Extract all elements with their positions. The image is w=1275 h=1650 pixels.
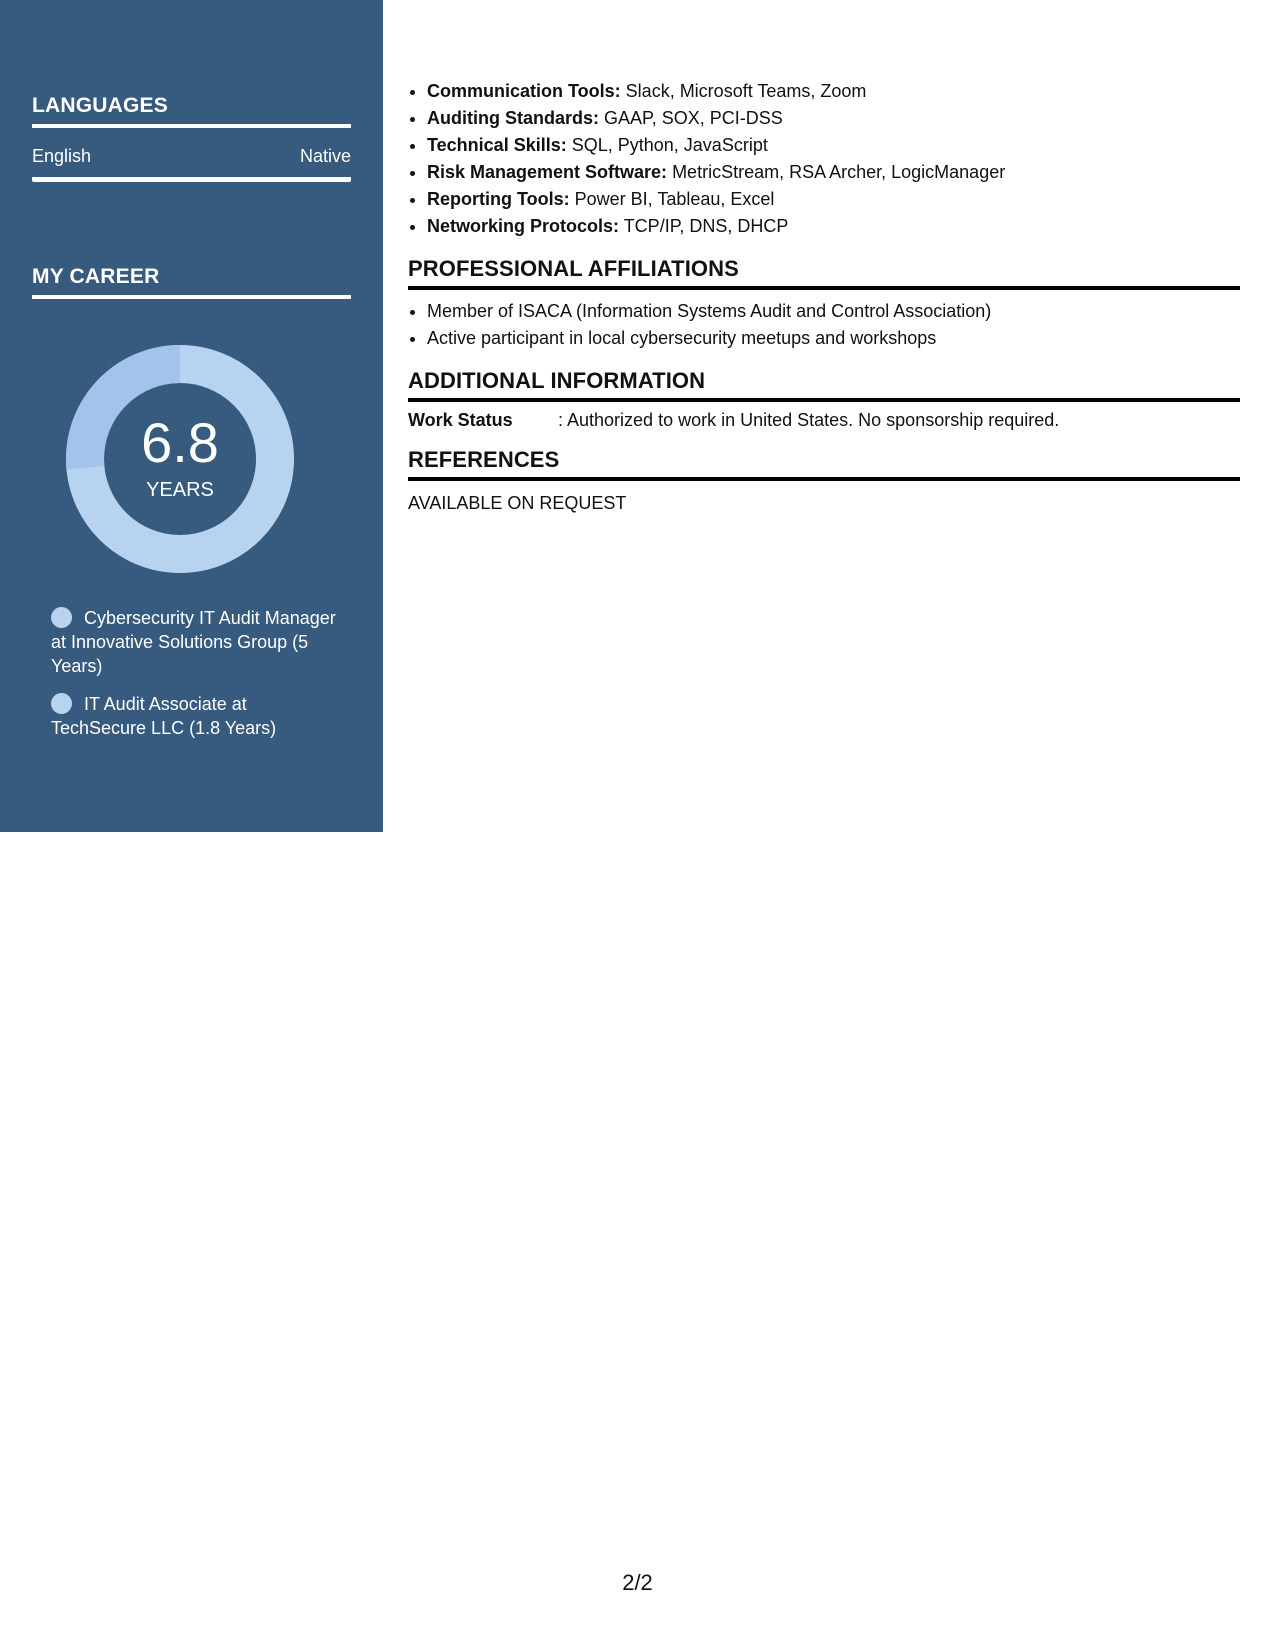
- affiliation-item: • Member of ISACA (Information Systems Audit and Control Association): [427, 298, 1240, 325]
- skill-item: [427, 213, 1240, 240]
- donut-center: [66, 345, 294, 573]
- additional-info-heading: ADDITIONAL INFORMATION: [408, 368, 1240, 402]
- career-item: [51, 692, 341, 740]
- skill-label: Technical Skills:: [427, 135, 567, 155]
- career-dot-icon: [51, 607, 72, 628]
- affiliation-item: • Active participant in local cybersecurity meetups and workshops: [427, 325, 1240, 352]
- affiliations-heading: PROFESSIONAL AFFILIATIONS: [408, 256, 1240, 290]
- language-name: English: [32, 146, 92, 166]
- career-dot-icon: [51, 693, 72, 714]
- skill-value: GAAP, SOX, PCI-DSS: [599, 108, 783, 128]
- work-status-label: Work Status: [408, 410, 513, 430]
- work-status-row: [408, 410, 1240, 431]
- work-status-value: : Authorized to work in United States. No sponsorship required.: [558, 410, 1060, 430]
- skill-item: [427, 159, 1240, 186]
- career-item-text: Cybersecurity IT Audit Manager at Innovative Solutions Group (5 Years): [51, 608, 336, 676]
- career-heading: MY CAREER: [32, 265, 351, 299]
- skill-item: [427, 132, 1240, 159]
- affiliations-section: [408, 256, 1240, 352]
- main-content: [408, 78, 1240, 514]
- skill-item: [427, 105, 1240, 132]
- references-text: AVAILABLE ON REQUEST: [408, 493, 627, 513]
- languages-section: [32, 94, 351, 182]
- additional-info-section: [408, 368, 1240, 431]
- skill-item: [427, 186, 1240, 213]
- skill-value: MetricStream, RSA Archer, LogicManager: [667, 162, 1006, 182]
- career-total-value: 6.8: [141, 411, 219, 474]
- skill-value: Slack, Microsoft Teams, Zoom: [620, 81, 867, 101]
- references-heading: REFERENCES: [408, 447, 1240, 481]
- skill-item: [427, 78, 1240, 105]
- references-section: [408, 447, 1240, 514]
- languages-heading: LANGUAGES: [32, 94, 351, 128]
- skill-label: Auditing Standards:: [427, 108, 599, 128]
- language-level: Native: [299, 146, 351, 166]
- affiliations-list: [408, 298, 1240, 352]
- page-number: 2/2: [622, 1570, 653, 1595]
- career-section: [32, 265, 351, 299]
- skill-value: SQL, Python, JavaScript: [566, 135, 768, 155]
- career-list: [51, 606, 341, 754]
- skill-label: Risk Management Software:: [427, 162, 668, 182]
- skill-label: Communication Tools:: [427, 81, 621, 101]
- career-donut-chart: [66, 345, 294, 573]
- skill-label: Networking Protocols:: [427, 216, 620, 236]
- sidebar: [0, 0, 383, 832]
- career-item-text: IT Audit Associate at TechSecure LLC (1.8 Years): [51, 694, 277, 738]
- career-item: [51, 606, 341, 678]
- language-row-english: [32, 146, 351, 182]
- skills-list: [408, 78, 1240, 240]
- skill-label: Reporting Tools:: [427, 189, 570, 209]
- career-total-unit: YEARS: [146, 479, 214, 501]
- skill-value: TCP/IP, DNS, DHCP: [619, 216, 789, 236]
- skill-value: Power BI, Tableau, Excel: [569, 189, 775, 209]
